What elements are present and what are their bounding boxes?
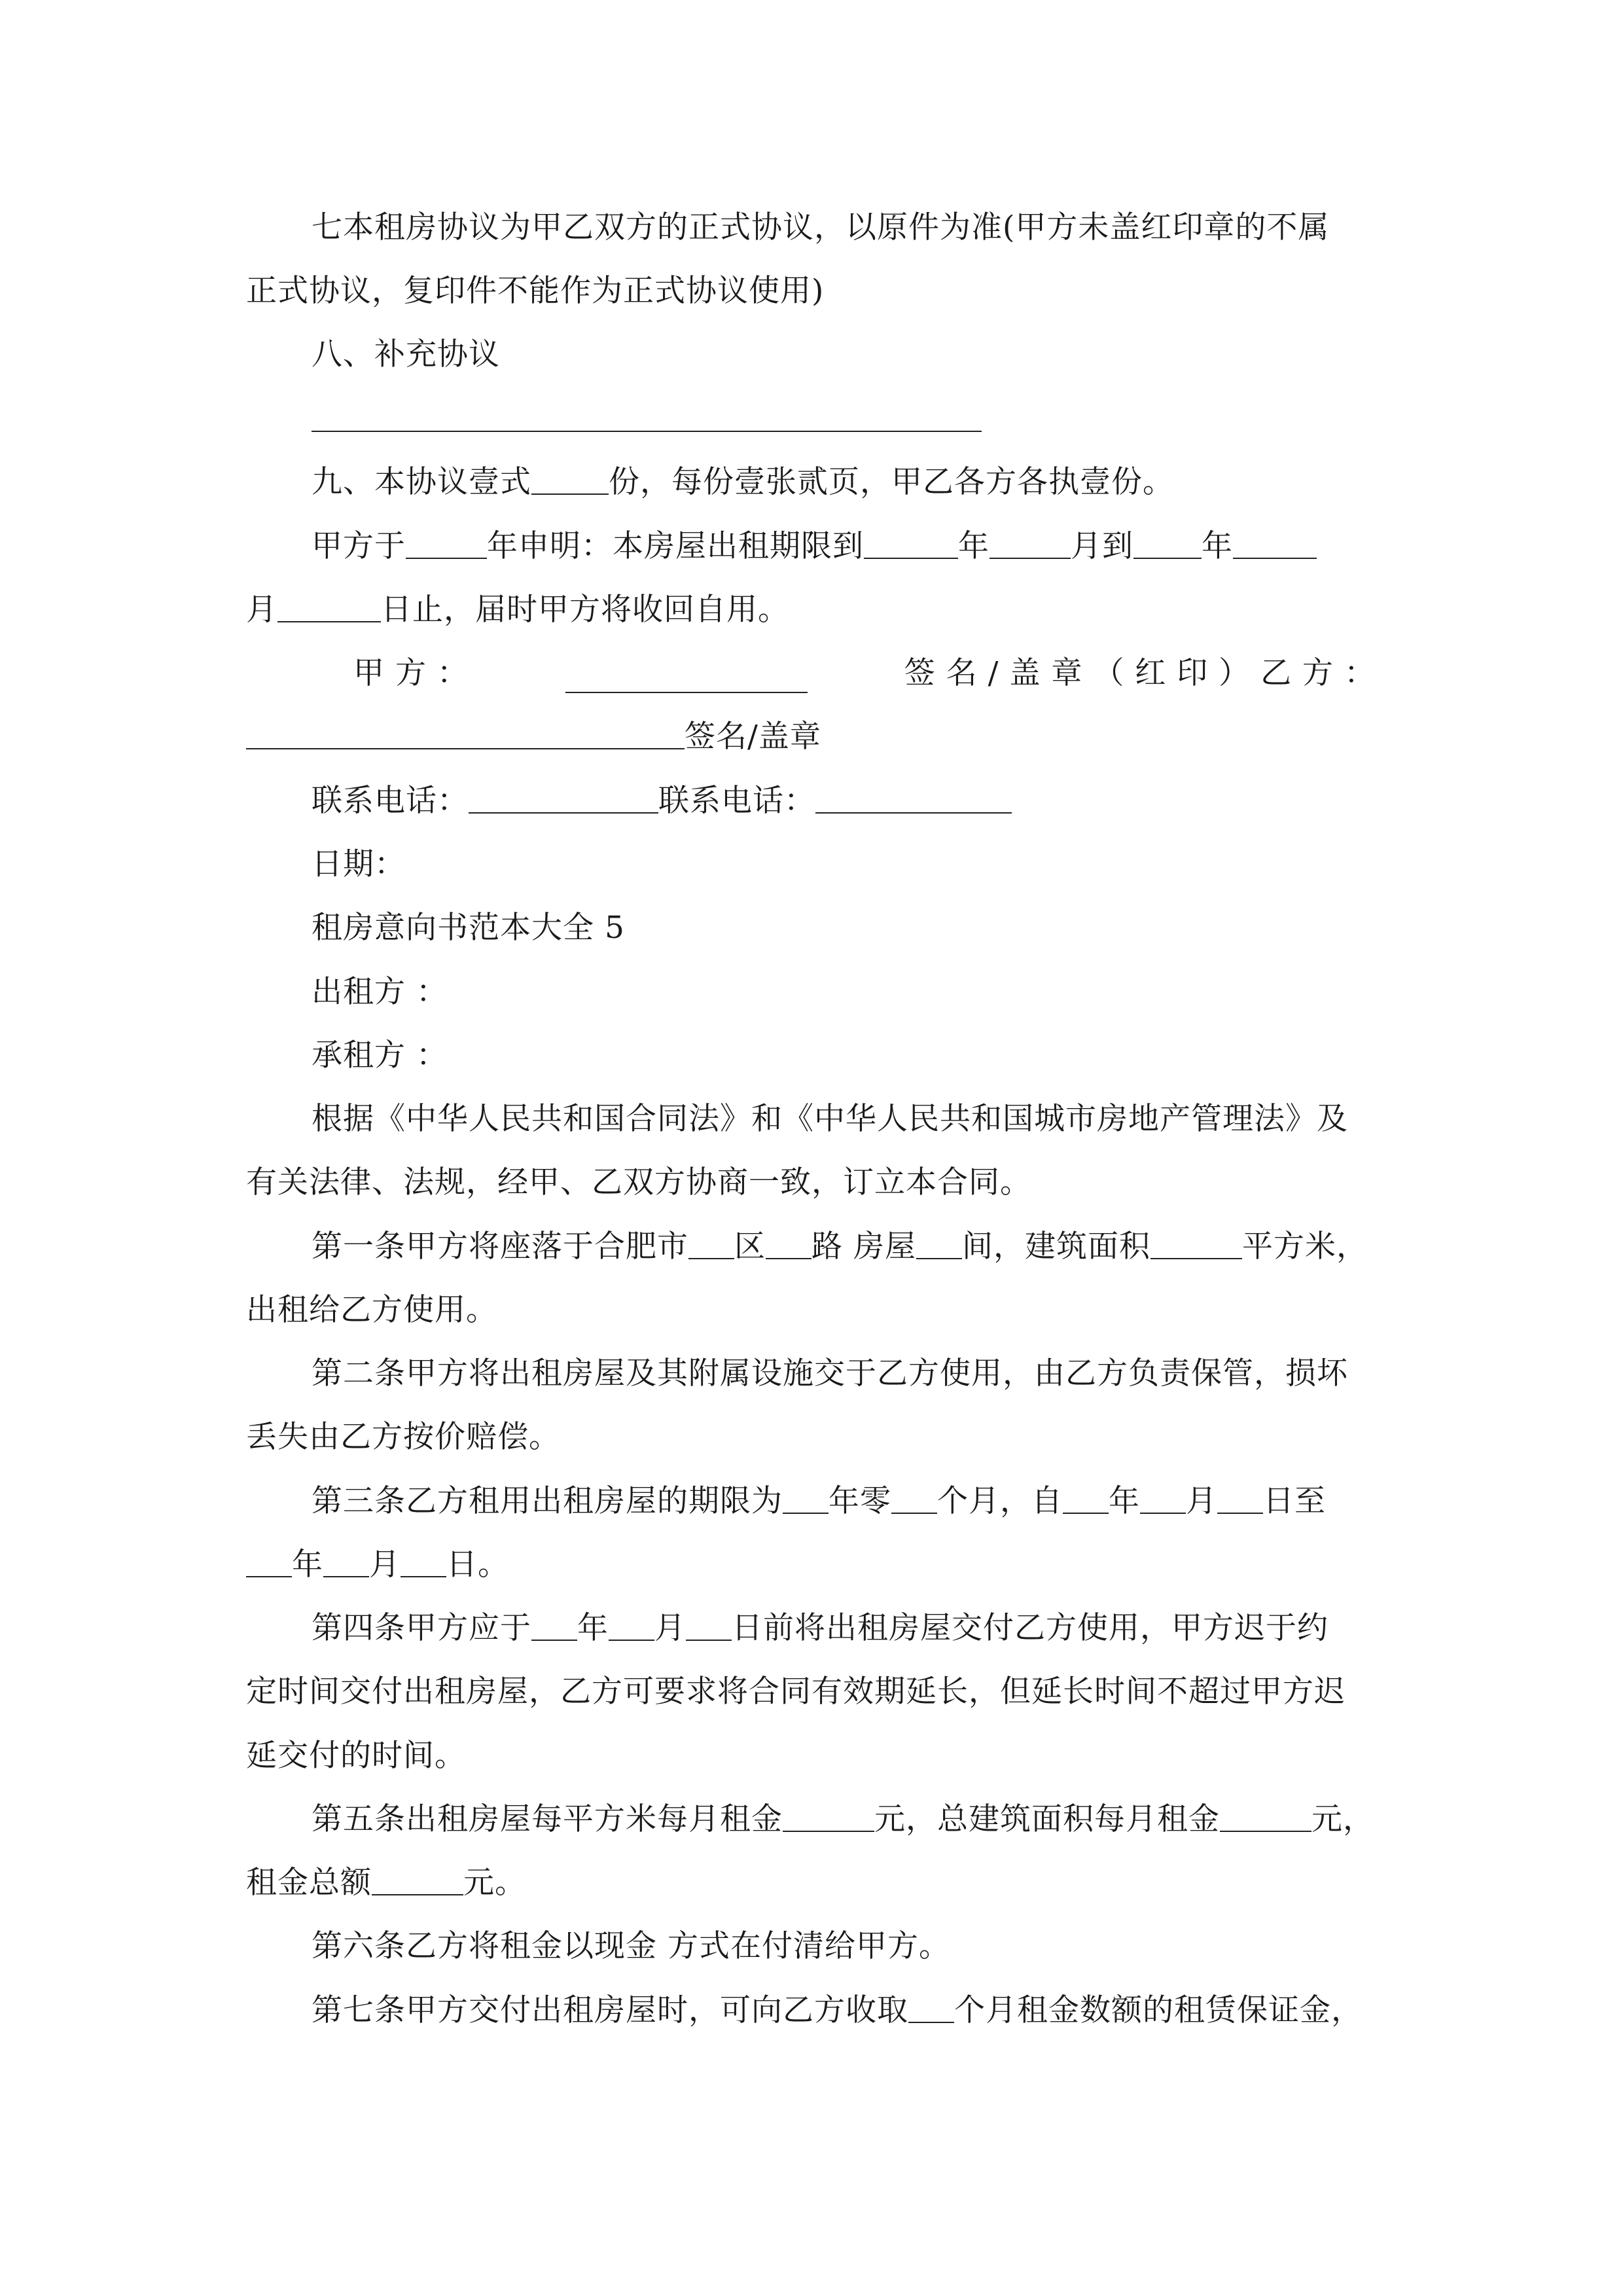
article-4-line-2: 定时间交付出租房屋，乙方可要求将合同有效期延长，但延长时间不超过甲方迟 (246, 1674, 1346, 1710)
text: 年 (958, 528, 990, 564)
text: 日前将出租房屋交付乙方使用，甲方迟于约 (732, 1610, 1329, 1646)
blank (469, 782, 658, 814)
clause-9-line (312, 463, 1174, 502)
text: 个月租金数额的租赁保证金， (954, 1992, 1363, 2028)
blank (1217, 1482, 1263, 1514)
text: 年 (577, 1610, 609, 1646)
text: 甲方于 (312, 528, 406, 564)
text: 年 (1109, 1483, 1140, 1519)
article-1-line-1 (312, 1227, 1368, 1266)
text: 第四条甲方应于 (312, 1610, 531, 1646)
signature-line-1 (353, 654, 1376, 693)
article-2-line-2: 丢失由乙方按价赔偿。 (246, 1419, 560, 1455)
party-a-sign-blank (565, 662, 808, 693)
text: 联系电话： (312, 783, 469, 819)
text: 第七条甲方交付出租房屋时，可向乙方收取 (312, 1992, 908, 2028)
text: 个月，自 (937, 1483, 1063, 1519)
sign-seal-label: 签 名 / 盖 章 （ 红 印 ） 乙 方 ： (904, 655, 1376, 691)
text: 份，每份壹张贰页，甲乙各方各执壹份。 (609, 464, 1174, 500)
blank (1233, 528, 1317, 559)
text: 月到 (1071, 528, 1133, 564)
text: 第一条甲方将座落于合肥市 (312, 1229, 688, 1265)
declaration-line-2 (246, 590, 789, 630)
declaration-line-1 (312, 527, 1317, 566)
blank (783, 1482, 829, 1514)
article-3-line-2 (246, 1545, 509, 1585)
text: 元，总建筑面积每月租金 (874, 1801, 1220, 1837)
text: 区 (734, 1229, 766, 1265)
blank (1140, 1482, 1186, 1514)
text: 月 (246, 592, 277, 628)
preamble-line-1: 根据《中华人民共和国合同法》和《中华人民共和国城市房地产管理法》及 (312, 1101, 1348, 1137)
article-4-line-1 (312, 1609, 1329, 1648)
article-2-line-1: 第二条甲方将出租房屋及其附属设施交于乙方使用，由乙方负责保管，损坏 (312, 1355, 1348, 1391)
text: 月 (654, 1610, 686, 1646)
text: 联系电话： (658, 783, 815, 819)
article-1-line-2: 出租给乙方使用。 (246, 1292, 497, 1328)
blank (864, 528, 958, 559)
clause-7-line-2: 正式协议，复印件不能作为正式协议使用) (246, 273, 825, 309)
text: 年零 (829, 1483, 891, 1519)
article-5-line-2 (246, 1863, 526, 1903)
text: 路 房屋 (812, 1229, 916, 1265)
blank (531, 463, 609, 495)
text: 年 (292, 1547, 323, 1583)
party-a-label: 甲 方 ： (353, 655, 469, 691)
text: 平方米， (1241, 1229, 1368, 1265)
blank (815, 782, 1012, 814)
preamble-line-2: 有关法律、法规，经甲、乙双方协商一致，订立本合同。 (246, 1164, 1031, 1200)
text: 年申明：本房屋出租期限到 (487, 528, 864, 564)
lessor-label: 出租方 ： (312, 974, 448, 1010)
blank (372, 1864, 463, 1895)
text: 元。 (463, 1865, 526, 1901)
article-4-line-3: 延交付的时间。 (246, 1738, 466, 1774)
blank (401, 1546, 446, 1577)
blank (908, 1992, 954, 2023)
text: 月 (369, 1547, 401, 1583)
contact-phone-line (312, 781, 1012, 821)
blank (1063, 1482, 1109, 1514)
text: 租金总额 (246, 1865, 372, 1901)
text: 签名/盖章 (685, 719, 821, 755)
text: 日至 (1263, 1483, 1326, 1519)
text: 月 (1186, 1483, 1217, 1519)
text: 间，建筑面积 (961, 1229, 1150, 1265)
text: 日止，届时甲方将收回自用。 (381, 592, 789, 628)
text: 第三条乙方租用出租房屋的期限为 (312, 1483, 783, 1519)
blank (686, 1609, 732, 1641)
text: 年 (1202, 528, 1233, 564)
blank (688, 1228, 734, 1259)
blank (916, 1228, 962, 1259)
blank (783, 1801, 874, 1832)
text: 九、本协议壹式 (312, 464, 531, 500)
article-5-line-1 (312, 1800, 1374, 1839)
article-6-line: 第六条乙方将租金以现金 方式在付清给甲方。 (312, 1928, 950, 1964)
article-3-line-1 (312, 1482, 1326, 1521)
lessee-label: 承租方 ： (312, 1037, 448, 1073)
blank (891, 1482, 937, 1514)
text: 日。 (446, 1547, 509, 1583)
text: 元， (1311, 1801, 1374, 1837)
blank (609, 1609, 654, 1641)
clause-8-heading: 八、补充协议 (312, 336, 500, 372)
blank (990, 528, 1071, 559)
signature-line-2 (246, 717, 821, 757)
blank (1220, 1801, 1311, 1832)
clause-7-line-1: 七本租房协议为甲乙双方的正式协议，以原件为准(甲方未盖红印章的不属 (312, 209, 1330, 245)
blank (1150, 1228, 1242, 1259)
date-line: 日期： (312, 846, 406, 882)
blank (1133, 528, 1202, 559)
blank (323, 1546, 369, 1577)
blank (277, 591, 381, 622)
section-title: 租房意向书范本大全 5 (312, 910, 625, 946)
article-7-line-1 (312, 1991, 1363, 2030)
blank (766, 1228, 812, 1259)
text: 第五条出租房屋每平方米每月租金 (312, 1801, 783, 1837)
party-b-sign-blank (246, 718, 685, 749)
blank (406, 528, 487, 559)
blank (531, 1609, 577, 1641)
supplement-blank-line (312, 431, 982, 432)
blank (246, 1546, 292, 1577)
